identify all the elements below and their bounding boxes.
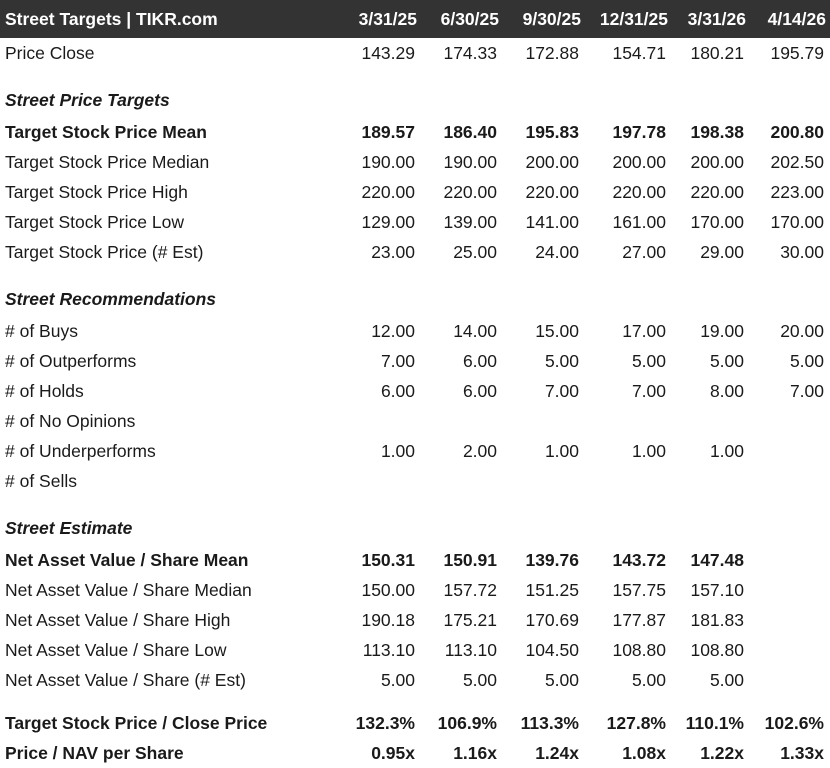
row-label: # of Holds <box>5 380 84 401</box>
table-cell: 5.00 <box>709 669 744 690</box>
row-label: # of No Opinions <box>5 410 136 431</box>
table-cell <box>750 665 830 695</box>
column-header: 6/30/25 <box>421 0 503 38</box>
table-cell: 5.00 <box>462 669 497 690</box>
column-header: 9/30/25 <box>503 0 585 38</box>
table-cell: 20.00 <box>780 320 824 341</box>
table-cell: 102.6% <box>764 712 824 733</box>
table-cell: 175.21 <box>443 609 497 630</box>
table-cell: 6.00 <box>380 380 415 401</box>
table-cell: 6.00 <box>462 350 497 371</box>
column-header: 4/14/26 <box>750 0 830 38</box>
section-title: Street Recommendations <box>5 289 217 309</box>
section-header-estimate <box>0 496 830 545</box>
table-cell: 139.00 <box>443 211 497 232</box>
header-row <box>0 0 830 38</box>
table-row <box>0 147 830 177</box>
table-cell: 5.00 <box>789 350 824 371</box>
table-cell <box>750 605 830 635</box>
table-cell: 7.00 <box>631 380 666 401</box>
row-label: Net Asset Value / Share Low <box>5 639 227 660</box>
table-cell: 8.00 <box>709 380 744 401</box>
table-cell <box>750 436 830 466</box>
table-cell: 170.69 <box>525 609 579 630</box>
table-cell: 7.00 <box>380 350 415 371</box>
table-cell: 139.76 <box>525 549 579 570</box>
row-label: Target Stock Price (# Est) <box>5 241 204 262</box>
table-cell: 5.00 <box>380 669 415 690</box>
table-cell: 6.00 <box>462 380 497 401</box>
table-row <box>0 466 830 496</box>
table-cell: 197.78 <box>612 121 666 142</box>
table-cell: 150.91 <box>443 549 497 570</box>
row-label: # of Buys <box>5 320 78 341</box>
row-label: # of Outperforms <box>5 350 137 371</box>
table-cell <box>750 635 830 665</box>
table-row <box>0 665 830 695</box>
table-title: Street Targets | TIKR.com <box>0 0 340 38</box>
row-label: Net Asset Value / Share (# Est) <box>5 669 246 690</box>
table-cell: 113.3% <box>520 712 579 733</box>
table-cell: 5.00 <box>709 350 744 371</box>
table-row <box>0 436 830 466</box>
table-row-target-close-ratio <box>0 708 830 738</box>
table-cell: 223.00 <box>770 181 824 202</box>
table-cell: 1.00 <box>380 440 415 461</box>
table-cell: 14.00 <box>453 320 497 341</box>
table-cell <box>340 406 421 436</box>
table-cell: 113.10 <box>444 639 497 660</box>
table-cell: 1.00 <box>631 440 666 461</box>
table-cell: 200.80 <box>770 121 824 142</box>
table-cell: 7.00 <box>544 380 579 401</box>
table-cell: 5.00 <box>544 350 579 371</box>
column-header: 3/31/25 <box>340 0 421 38</box>
table-cell <box>503 406 585 436</box>
table-row-price-nav <box>0 738 830 768</box>
table-cell: 220.00 <box>361 181 415 202</box>
row-label: # of Sells <box>5 470 77 491</box>
table-cell: 7.00 <box>789 380 824 401</box>
spacer-row <box>0 695 830 708</box>
table-cell: 108.80 <box>690 639 744 660</box>
table-cell: 143.72 <box>612 549 666 570</box>
table-cell: 30.00 <box>780 241 824 262</box>
row-label: Net Asset Value / Share Mean <box>5 549 249 570</box>
column-header: 3/31/26 <box>672 0 750 38</box>
table-cell: 1.24x <box>535 742 579 763</box>
row-label: Target Stock Price Median <box>5 151 210 172</box>
table-cell <box>750 545 830 575</box>
table-cell: 113.10 <box>362 639 415 660</box>
table-cell: 5.00 <box>544 669 579 690</box>
table-row <box>0 346 830 376</box>
row-label: Price Close <box>5 42 95 63</box>
row-label: Net Asset Value / Share High <box>5 609 231 630</box>
table-row <box>0 545 830 575</box>
table-cell: 202.50 <box>770 151 824 172</box>
table-cell: 15.00 <box>535 320 579 341</box>
table-cell: 1.00 <box>709 440 744 461</box>
table-cell: 27.00 <box>622 241 666 262</box>
table-cell: 19.00 <box>700 320 744 341</box>
table-cell: 220.00 <box>690 181 744 202</box>
section-title: Street Price Targets <box>5 90 170 110</box>
table-row <box>0 605 830 635</box>
row-label: Net Asset Value / Share Median <box>5 579 252 600</box>
row-label: Price / NAV per Share <box>5 742 184 763</box>
table-cell: 2.00 <box>462 440 497 461</box>
table-cell: 161.00 <box>612 211 666 232</box>
table-cell <box>585 466 672 496</box>
table-row <box>0 635 830 665</box>
table-cell: 17.00 <box>622 320 666 341</box>
table-cell: 200.00 <box>525 151 579 172</box>
table-cell: 157.10 <box>690 579 744 600</box>
table-cell: 25.00 <box>453 241 497 262</box>
table-cell: 132.3% <box>355 712 415 733</box>
table-cell: 170.00 <box>770 211 824 232</box>
table-cell: 110.1% <box>685 712 744 733</box>
table-cell: 127.8% <box>606 712 666 733</box>
table-row <box>0 177 830 207</box>
table-cell: 157.75 <box>612 579 666 600</box>
table-cell: 220.00 <box>525 181 579 202</box>
table-cell <box>672 406 750 436</box>
table-cell: 106.9% <box>437 712 497 733</box>
table-row <box>0 316 830 346</box>
table-cell: 1.08x <box>622 742 666 763</box>
section-header-recommendations <box>0 267 830 316</box>
table-row <box>0 237 830 267</box>
column-header: 12/31/25 <box>585 0 672 38</box>
table-cell <box>750 466 830 496</box>
table-row <box>0 376 830 406</box>
table-cell <box>503 466 585 496</box>
table-cell: 5.00 <box>631 669 666 690</box>
table-cell: 108.80 <box>612 639 666 660</box>
table-cell <box>421 406 503 436</box>
row-label: Target Stock Price / Close Price <box>5 712 268 733</box>
table-cell: 24.00 <box>535 241 579 262</box>
table-cell: 181.83 <box>690 609 744 630</box>
table-cell: 141.00 <box>525 211 579 232</box>
table-cell <box>750 406 830 436</box>
table-cell: 0.95x <box>371 742 415 763</box>
table-cell: 189.57 <box>361 121 415 142</box>
table-cell: 1.16x <box>453 742 497 763</box>
table-cell <box>585 406 672 436</box>
table-cell: 151.25 <box>525 579 579 600</box>
table-cell: 220.00 <box>612 181 666 202</box>
row-label: Target Stock Price Mean <box>5 121 207 142</box>
table-cell <box>672 466 750 496</box>
table-cell: 150.00 <box>361 579 415 600</box>
row-label: Target Stock Price Low <box>5 211 184 232</box>
table-row <box>0 406 830 436</box>
section-header-price-targets <box>0 68 830 117</box>
table-cell: 190.00 <box>361 151 415 172</box>
table-row <box>0 207 830 237</box>
table-cell: 177.87 <box>612 609 666 630</box>
table-cell: 150.31 <box>361 549 415 570</box>
table-cell <box>750 575 830 605</box>
table-cell: 1.33x <box>780 742 824 763</box>
table-cell: 180.21 <box>690 42 744 63</box>
table-cell: 174.33 <box>443 42 497 63</box>
table-cell: 198.38 <box>690 121 744 142</box>
table-cell: 195.79 <box>770 42 824 63</box>
table-cell: 29.00 <box>700 241 744 262</box>
table-row <box>0 117 830 147</box>
table-cell: 172.88 <box>525 42 579 63</box>
table-cell: 186.40 <box>443 121 497 142</box>
table-cell: 154.71 <box>612 42 666 63</box>
table-cell: 1.00 <box>544 440 579 461</box>
table-cell: 195.83 <box>525 121 579 142</box>
table-cell: 5.00 <box>631 350 666 371</box>
table-cell: 143.29 <box>361 42 415 63</box>
table-cell: 170.00 <box>690 211 744 232</box>
table-cell: 129.00 <box>361 211 415 232</box>
table-cell: 23.00 <box>371 241 415 262</box>
table-row-price-close <box>0 38 830 68</box>
row-label: Target Stock Price High <box>5 181 188 202</box>
table-cell: 147.48 <box>690 549 744 570</box>
table-cell: 190.00 <box>443 151 497 172</box>
table-cell <box>421 466 503 496</box>
table-row <box>0 575 830 605</box>
table-cell: 157.72 <box>443 579 497 600</box>
table-cell: 104.50 <box>525 639 579 660</box>
section-title: Street Estimate <box>5 518 133 538</box>
row-label: # of Underperforms <box>5 440 156 461</box>
table-cell: 200.00 <box>612 151 666 172</box>
table-cell: 190.18 <box>361 609 415 630</box>
table-cell: 12.00 <box>371 320 415 341</box>
table-cell: 1.22x <box>700 742 744 763</box>
table-cell: 220.00 <box>443 181 497 202</box>
table-cell <box>340 466 421 496</box>
table-cell: 200.00 <box>690 151 744 172</box>
